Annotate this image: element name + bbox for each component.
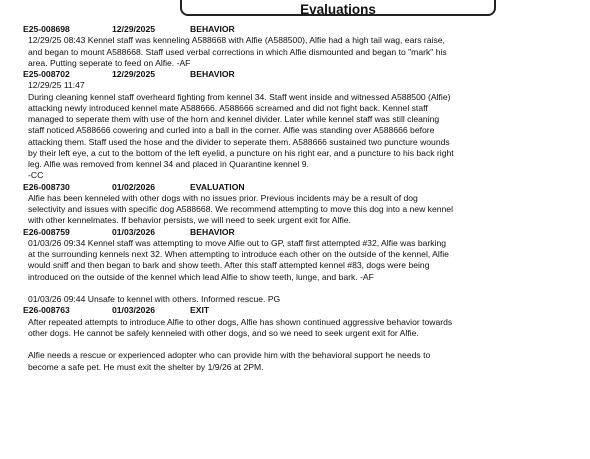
record-header [23,305,583,316]
record-note-line: Alfie needs a rescue or experienced adopter who can provide him with the behavioral support he needs to [28,350,431,361]
record-note-line: area. Putting seperate to feed on Alfie. -AF [28,57,191,68]
record-note-line: would sniff and then began to bark and show teeth. After this staff attempted kennel #83, dogs were being [28,260,430,271]
record-note-line: 12/29/25 11:47 [28,80,85,91]
record-header [23,24,583,35]
record-date: 12/29/2025 [112,24,156,34]
evaluations-list [23,24,583,373]
record-note-line: 12/29/25 08:43 Kennel staff was kenneling A588668 with Alfie (A588500), Alfie had a high tail wag, ears raise, [28,35,445,46]
page-header-box [180,0,496,16]
blank-line [23,283,583,294]
record-note-line: managed to seperate them with use of the horn and kennel divider. Later while kennel staff was still cleaning [28,114,440,124]
record-date: 12/29/2025 [112,69,156,79]
record-id: E26-008730 [23,181,70,192]
record-date: 01/02/2026 [112,181,156,192]
blank-line [23,339,583,350]
record-note-line: attacking them. Staff used the hose and the divider to seperate them. A588666 sustained two puncture wounds [28,136,450,147]
record-note-line: 01/03/26 09:44 Unsafe to kennel with others. Informed rescue. PG [28,294,281,304]
record-note-line: leg. Alfie was removed from kennel 34 and placed in Quarantine kennel 9. [28,159,309,169]
record-note-line: by their left eye, a cut to the bottom of the left eyelid, a puncture on his right ear, and a puncture to his back right [28,147,454,158]
record-note-line: other dogs. He cannot be safely kenneled with other dogs, and so we need to seek urgent exit for Alfie. [28,327,419,338]
record-note-line: -CC [28,170,44,181]
record-date: 01/03/2026 [112,226,156,237]
record-date: 01/03/2026 [112,305,156,316]
record-type: BEHAVIOR [190,24,235,34]
record-id: E25-008702 [23,69,70,79]
record-note-line: at the surrounding kennels next 32. When attempting to introduce each other on the outside of the kennel, Alfie [28,249,449,259]
record-note-line: selectivity and issues with specific dog A588668. We recommend attempting to move this dog into a new kennel [28,204,453,214]
record-note-line: After repeated attempts to introduce Alfie to other dogs, Alfie has shown continued aggressive behavior towards [28,316,453,327]
record-note-line: attacking newly introduced kennel mate A588666. A588666 screamed and did not fight back. Kennel staff [28,102,428,113]
record-header [23,227,583,238]
record-note-line: and began to mount A588668. Staff used verbal corrections in which Alfie dismounted and began to "mark" his [28,46,447,57]
record-header [23,182,583,193]
evaluation-record [23,182,583,227]
record-note-line: 01/03/26 09:34 Kennel staff was attempting to move Alfie out to GP, staff first attempted #32, Alfie was barking [28,237,447,248]
evaluation-record [23,24,583,69]
record-note-line: become a safe pet. He must exit the shelter by 1/9/26 at 2PM. [28,361,264,372]
evaluation-record [23,69,583,182]
record-note-line: with other kennelmates. If behavior persists, we will need to seek urgent exit for Alfie. [28,215,351,226]
record-note-line: During cleaning kennel staff overheard fighting from kennel 34. Staff went inside and witnessed A588500 (Alfie) [28,91,451,102]
record-note-line: staff noticed A588666 cowering and curled into a ball in the corner. Alfie was standing over A588666 before [28,125,435,136]
record-id: E26-008763 [23,305,70,316]
page-title: Evaluations [300,2,376,17]
evaluation-record [23,227,583,306]
evaluation-record [23,305,583,373]
record-id: E26-008759 [23,226,70,237]
record-type: BEHAVIOR [190,226,235,237]
record-header [23,69,583,80]
record-type: EVALUATION [190,181,245,192]
record-note-line: Alfie has been kenneled with other dogs with no issues prior. Previous incidents may be a result of dog [28,192,418,203]
record-type: EXIT [190,305,210,316]
record-id: E25-008698 [23,24,70,34]
record-type: BEHAVIOR [190,69,235,79]
record-note-line: introduced on the outside of the kennel which lead Alfie to show teeth, lunge, and bark. -AF [28,271,374,282]
